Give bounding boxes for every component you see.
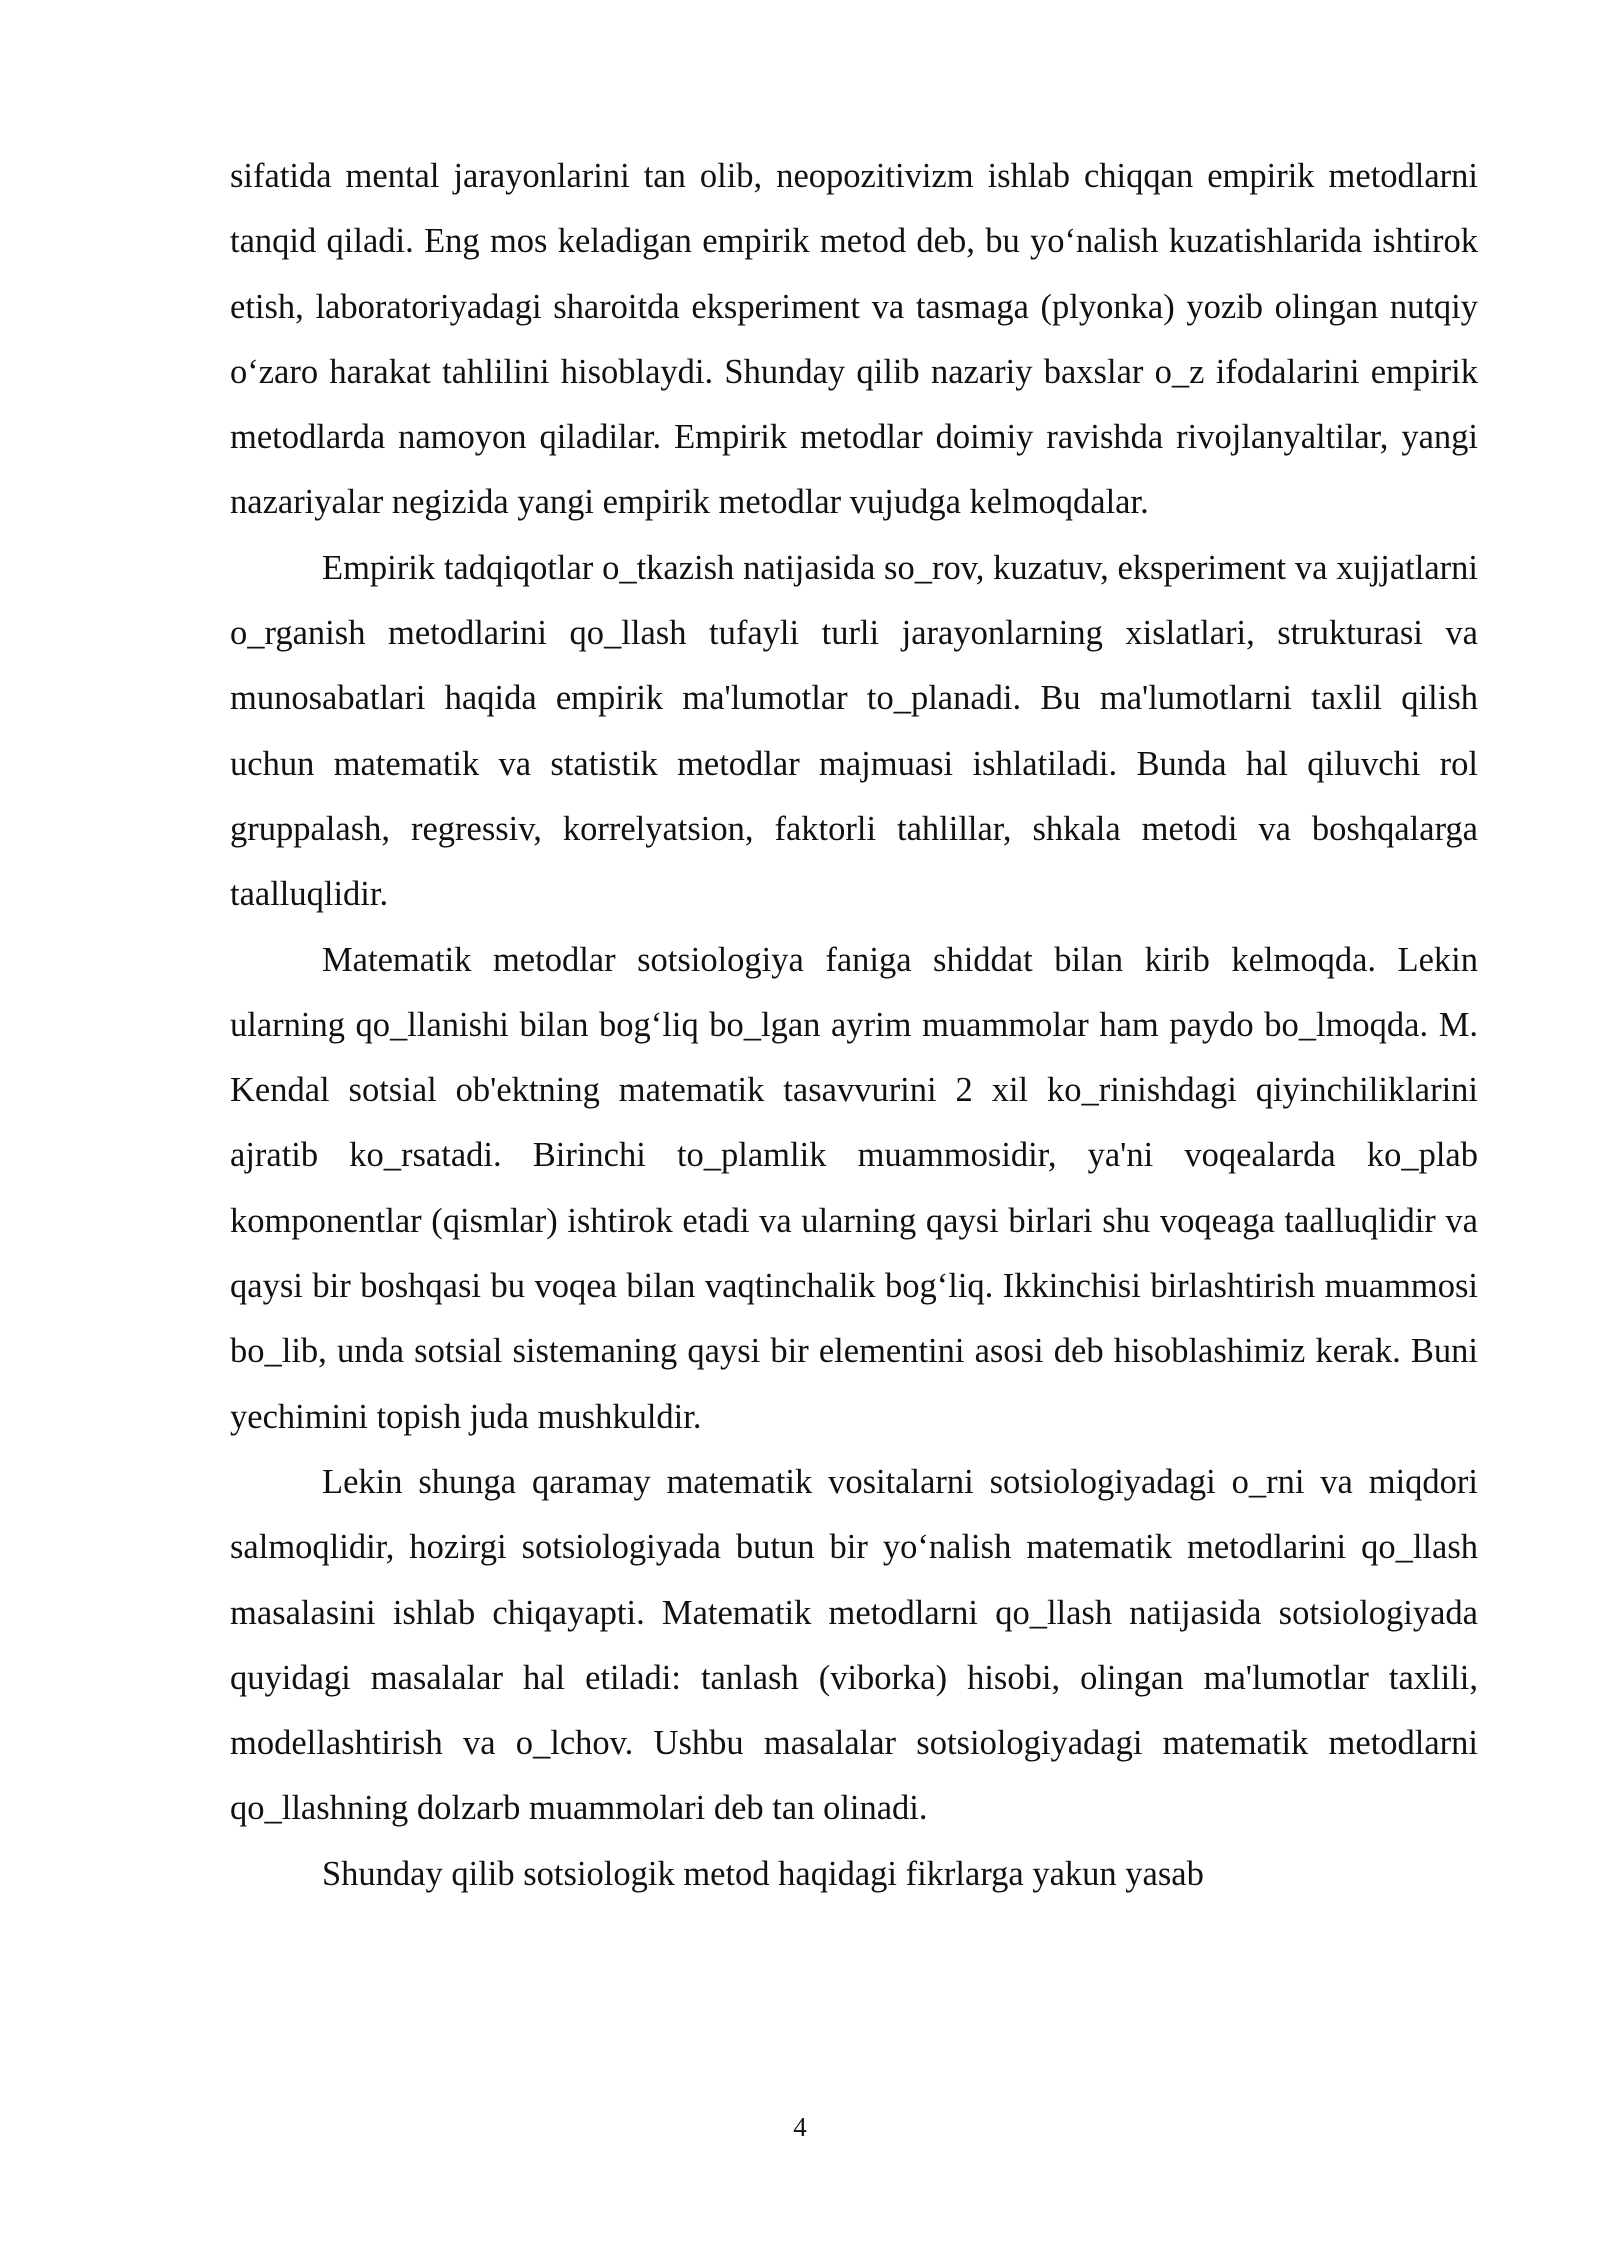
body-text — [230, 144, 1478, 1907]
paragraph-conclusion-start: Shunday qilib sotsiologik metod haqidagi fikrlarga yakun yasab — [322, 1854, 1204, 1893]
paragraph-empirical-research: Empirik tadqiqotlar o_tkazish natijasida so_rov, kuzatuv, eksperiment va xujjatlarni o_rganish metodlarini qo_llash tufayli turli jarayonlarning xislatlari, strukturasi va munosabatlari haqida empirik ma'lumotlar to_planadi. Bu ma'lumotlarni taxlil qilish uchun matematik va statistik metodlar majmuasi ishlatiladi. Bunda hal qiluvchi rol gruppalash, regressiv, korrelyatsion, faktorli tahlillar, shkala metodi va boshqalarga taalluqlidir. — [230, 548, 1478, 914]
page-number: 4 — [793, 2112, 807, 2142]
paragraph-mathematical-methods: Matematik metodlar sotsiologiya faniga shiddat bilan kirib kelmoqda. Lekin ularning qo_llanishi bilan bog‘liq bo_lgan ayrim muammolar ham paydo bo_lmoqda. M. Kendal sotsial ob'ektning matematik tasavvurini 2 xil ko_rinishdagi qiyinchiliklarini ajratib ko_rsatadi. Birinchi to_plamlik muammosidir, ya'ni voqealarda ko_plab komponentlar (qismlar) ishtirok etadi va ularning qaysi birlari shu voqeaga taalluqlidir va qaysi bir boshqasi bu voqea bilan vaqtinchalik bog‘liq. Ikkinchisi birlashtirish muammosi bo_lib, unda sotsial sistemaning qaysi bir elementini asosi deb hisoblashimiz kerak. Buni yechimini topish juda mushkuldir. — [230, 940, 1478, 1436]
paragraph-mathematical-tools: Lekin shunga qaramay matematik vositalarni sotsiologiyadagi o_rni va miqdori salmoqlidir, hozirgi sotsiologiyada butun bir yo‘nalish matematik metodlarini qo_llash masalasini ishlab chiqayapti. Matematik metodlarni qo_llash natijasida sotsiologiyada quyidagi masalalar hal etiladi: tanlash (viborka) hisobi, olingan ma'lumotlar taxlili, modellashtirish va o_lchov. Ushbu masalalar sotsiologiyadagi matematik metodlarni qo_llashning dolzarb muammolari deb tan olinadi. — [230, 1462, 1478, 1828]
paragraph-continuation: sifatida mental jarayonlarini tan olib, neopozitivizm ishlab chiqqan empirik metodlarni tanqid qiladi. Eng mos keladigan empirik metod deb, bu yo‘nalish kuzatishlarida ishtirok etish, laboratoriyadagi sharoitda eksperiment va tasmaga (plyonka) yozib olingan nutqiy o‘zaro harakat tahlilini hisoblaydi. Shunday qilib nazariy baxslar o_z ifodalarini empirik metodlarda namoyon qiladilar. Empirik metodlar doimiy ravishda rivojlanyaltilar, yangi nazariyalar negizida yangi empirik metodlar vujudga kelmoqdalar. — [230, 157, 1478, 522]
